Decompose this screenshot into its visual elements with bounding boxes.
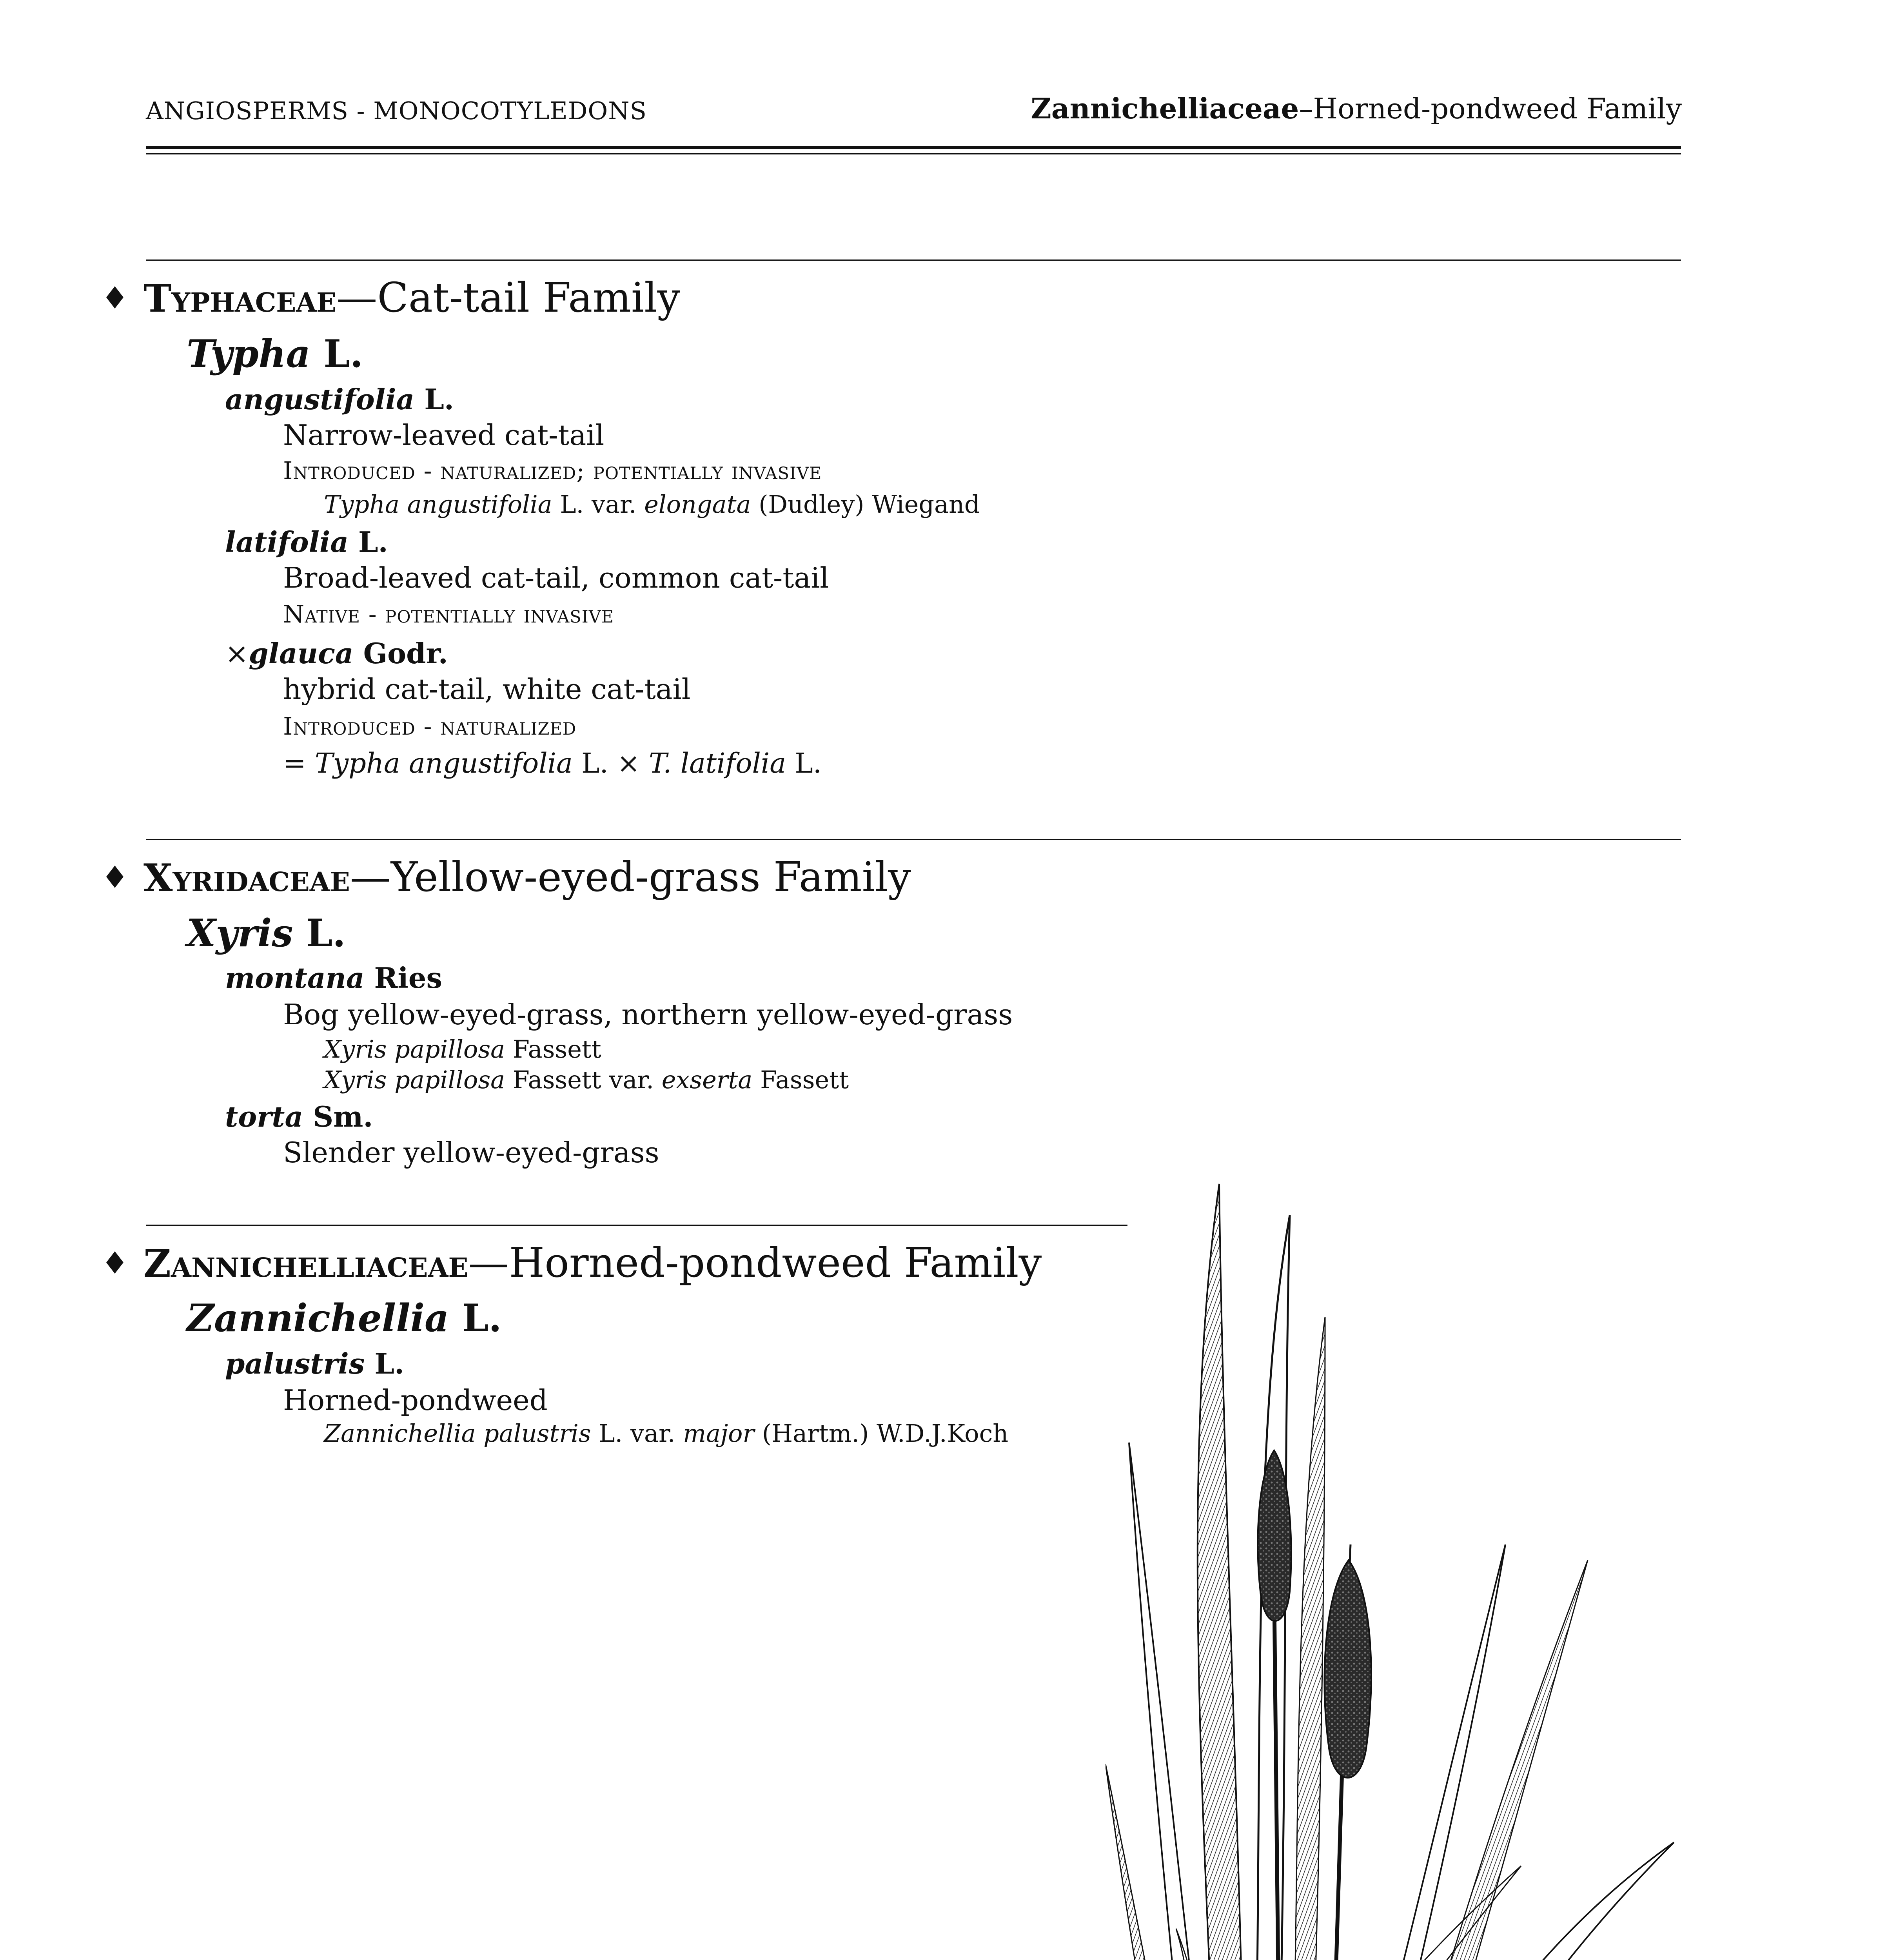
species-torta bbox=[225, 1100, 373, 1133]
cattail-spike bbox=[1324, 1560, 1371, 1778]
synonym bbox=[324, 1419, 1008, 1448]
parent-a: Typha angustifolia bbox=[314, 747, 573, 779]
common-name: Broad-leaved cat-tail, common cat-tail bbox=[283, 561, 829, 594]
genus-author: L. bbox=[462, 1296, 502, 1340]
species-epithet: glauca bbox=[249, 637, 354, 670]
family-heading-zannichelliaceae bbox=[101, 1239, 1042, 1287]
synonym-variety: exserta bbox=[661, 1065, 753, 1094]
synonym-binomial: Xyris papillosa bbox=[324, 1035, 505, 1063]
running-head-right bbox=[1031, 92, 1682, 125]
synonym-author: (Dudley) Wiegand bbox=[751, 490, 980, 519]
synonym-variety: elongata bbox=[644, 490, 751, 519]
common-name: Bog yellow-eyed-grass, northern yellow-eyed-grass bbox=[283, 998, 1013, 1031]
genus-heading-typha bbox=[187, 332, 363, 376]
synonym-binomial: Zannichellia palustris bbox=[324, 1419, 591, 1448]
common-name: Horned-pondweed bbox=[283, 1384, 548, 1417]
family-heading-xyridaceae bbox=[101, 853, 911, 901]
species-author: Godr. bbox=[363, 637, 448, 670]
diamond-bullet-icon: ♦ bbox=[101, 860, 129, 895]
synonym-variety: major bbox=[683, 1419, 755, 1448]
synonym-rank: L. var. bbox=[591, 1419, 683, 1448]
genus-name: Xyris bbox=[187, 911, 293, 955]
synonym-author: Fassett bbox=[752, 1065, 849, 1094]
header-rule-bottom bbox=[146, 153, 1681, 154]
header-rule-top bbox=[146, 146, 1681, 149]
family-name: Zannichelliaceae bbox=[143, 1241, 468, 1286]
family-common-name: —Cat-tail Family bbox=[336, 274, 681, 321]
synonym-binomial: Typha angustifolia bbox=[324, 490, 552, 519]
species-epithet: palustris bbox=[225, 1347, 365, 1380]
family-name: Typhaceae bbox=[143, 276, 337, 321]
synonym bbox=[324, 1035, 601, 1063]
synonym-rank: Fassett var. bbox=[505, 1065, 662, 1094]
parent-b-author: L. bbox=[786, 747, 822, 779]
section-rule-zannichelliaceae bbox=[146, 1225, 1127, 1226]
species-epithet: torta bbox=[225, 1100, 303, 1133]
status-text: Introduced - naturalized; potentially invasive bbox=[283, 456, 822, 485]
family-name: Xyridaceae bbox=[143, 856, 350, 900]
typha-latifolia-illustration bbox=[1106, 1168, 1686, 1960]
family-common-name: —Horned-pondweed Family bbox=[468, 1239, 1042, 1287]
running-head-family-common: –Horned-pondweed Family bbox=[1299, 92, 1682, 125]
species-author: Ries bbox=[374, 961, 443, 995]
species-montana bbox=[225, 961, 442, 995]
family-common-name: —Yellow-eyed-grass Family bbox=[350, 853, 911, 901]
species-author: L. bbox=[424, 383, 454, 416]
synonym bbox=[324, 1065, 849, 1094]
species-angustifolia bbox=[225, 383, 454, 416]
species-author: Sm. bbox=[313, 1100, 373, 1133]
species-author: L. bbox=[358, 525, 388, 559]
leaf bbox=[1198, 1184, 1247, 1960]
genus-name: Typha bbox=[187, 332, 310, 376]
synonym-binomial: Xyris papillosa bbox=[324, 1065, 505, 1094]
genus-heading-xyris bbox=[187, 911, 346, 955]
leaf bbox=[1106, 1764, 1215, 1960]
synonym-author: (Hartm.) W.D.J.Koch bbox=[754, 1419, 1009, 1448]
genus-heading-zannichellia bbox=[187, 1296, 502, 1340]
flower-stalk bbox=[1274, 1584, 1282, 1960]
species-epithet: latifolia bbox=[225, 525, 349, 559]
cross-sign: L. × bbox=[572, 747, 649, 779]
family-heading-typhaceae bbox=[101, 274, 680, 321]
species-palustris bbox=[225, 1347, 404, 1380]
common-name: hybrid cat-tail, white cat-tail bbox=[283, 673, 691, 706]
species-epithet: angustifolia bbox=[225, 383, 415, 416]
synonym bbox=[324, 490, 980, 519]
species-epithet: montana bbox=[225, 961, 365, 995]
genus-author: L. bbox=[323, 332, 363, 376]
hybrid-sign: × bbox=[225, 637, 249, 670]
equals-sign: = bbox=[283, 747, 315, 779]
genus-name: Zannichellia bbox=[187, 1296, 449, 1340]
section-rule-xyridaceae bbox=[146, 839, 1681, 840]
synonym-rank: L. var. bbox=[552, 490, 644, 519]
status-text: Introduced - naturalized bbox=[283, 712, 577, 740]
leaf bbox=[1153, 1929, 1211, 1960]
hybrid-formula bbox=[283, 747, 822, 779]
species-author: L. bbox=[374, 1347, 405, 1380]
genus-author: L. bbox=[306, 911, 346, 955]
diamond-bullet-icon: ♦ bbox=[101, 281, 129, 316]
status-text: Native - potentially invasive bbox=[283, 600, 614, 628]
running-head-family: Zannichelliaceae bbox=[1031, 92, 1299, 125]
species-glauca bbox=[225, 637, 448, 670]
synonym-author: Fassett bbox=[505, 1035, 601, 1063]
running-head-left: ANGIOSPERMS - MONOCOTYLEDONS bbox=[146, 96, 647, 125]
parent-b: T. latifolia bbox=[648, 747, 786, 779]
common-name: Narrow-leaved cat-tail bbox=[283, 419, 605, 452]
section-rule-typhaceae bbox=[146, 260, 1681, 261]
common-name: Slender yellow-eyed-grass bbox=[283, 1136, 659, 1169]
diamond-bullet-icon: ♦ bbox=[101, 1246, 129, 1281]
species-latifolia bbox=[225, 525, 388, 559]
